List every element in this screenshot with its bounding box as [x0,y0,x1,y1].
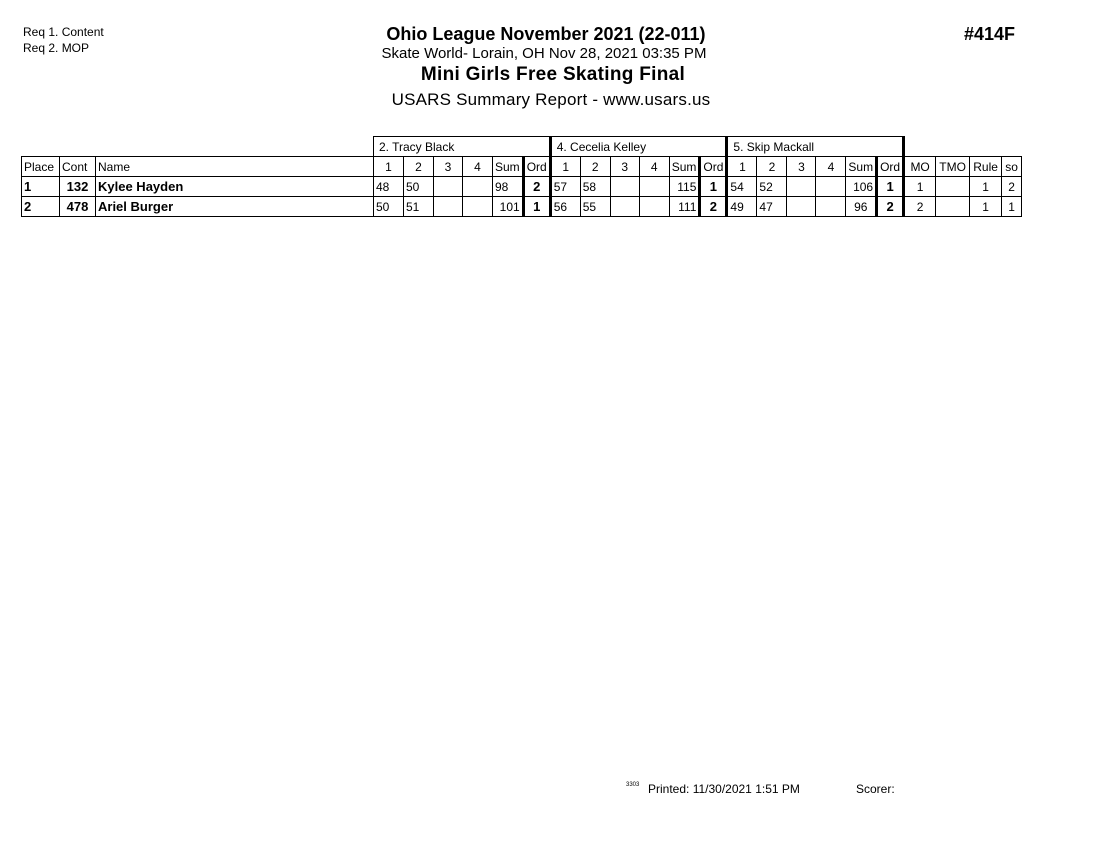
j1-score-4 [463,197,493,217]
j1-score-2: 50 [404,177,434,197]
j3-sum: 106 [846,177,877,197]
column-header-row [22,157,1022,177]
table-row [22,177,1022,197]
col-j3-s2: 2 [757,157,787,177]
judge-2-name: 4. Cecelia Kelley [550,137,727,157]
j3-score-2: 52 [757,177,787,197]
col-name: Name [96,157,374,177]
judge-3-name: 5. Skip Mackall [727,137,904,157]
j2-score-4 [639,177,669,197]
col-cont: Cont [60,157,96,177]
event-name: Mini Girls Free Skating Final [420,64,686,85]
tmo-cell [936,177,970,197]
j1-score-1: 50 [374,197,404,217]
printed-timestamp: Printed: 11/30/2021 1:51 PM [648,782,800,796]
col-j2-s1: 1 [550,157,580,177]
col-mo: MO [904,157,936,177]
col-j1-s2: 2 [404,157,434,177]
j3-sum: 96 [846,197,877,217]
report-name: USARS Summary Report - www.usars.us [391,90,711,109]
j2-score-4 [639,197,669,217]
rule-cell: 1 [970,177,1002,197]
col-tmo: TMO [936,157,970,177]
j3-score-1: 54 [727,177,757,197]
j3-score-4 [816,197,846,217]
judge-row [22,137,1022,157]
footer-code: 3303 [626,782,640,788]
col-j2-s4: 4 [639,157,669,177]
j2-sum: 111 [669,197,700,217]
req-2: Req 2. MOP [23,41,90,55]
j2-score-1: 57 [550,177,580,197]
meet-title: Ohio League November 2021 (22-011) [386,24,706,44]
skater-name: Ariel Burger [96,197,374,217]
j1-score-1: 48 [374,177,404,197]
col-j3-s3: 3 [787,157,816,177]
j3-ord: 2 [877,197,904,217]
j1-score-2: 51 [404,197,434,217]
j1-score-3 [434,197,463,217]
col-j2-sum: Sum [669,157,700,177]
summary-table [21,136,1022,217]
j1-sum: 98 [493,177,524,197]
scorer-label: Scorer: [856,782,895,796]
col-j1-sum: Sum [493,157,524,177]
j2-ord: 2 [700,197,727,217]
mo-cell: 2 [904,197,936,217]
col-j1-s4: 4 [463,157,493,177]
j2-score-3 [610,177,639,197]
j2-score-2: 55 [580,197,610,217]
j1-score-4 [463,177,493,197]
col-j3-s1: 1 [727,157,757,177]
so-cell: 1 [1002,197,1022,217]
col-j3-s4: 4 [816,157,846,177]
j1-ord: 2 [523,177,550,197]
col-j2-s3: 3 [610,157,639,177]
skater-name: Kylee Hayden [96,177,374,197]
col-j3-ord: Ord [877,157,904,177]
j3-ord: 1 [877,177,904,197]
judge-1-name: 2. Tracy Black [374,137,551,157]
j1-sum: 101 [493,197,524,217]
col-j1-ord: Ord [523,157,550,177]
j2-ord: 1 [700,177,727,197]
col-place: Place [22,157,60,177]
col-j3-sum: Sum [846,157,877,177]
j3-score-3 [787,197,816,217]
j3-score-3 [787,177,816,197]
venue-line: Skate World- Lorain, OH Nov 28, 2021 03:35 PM [381,45,707,62]
col-j1-s3: 3 [434,157,463,177]
cont-cell: 478 [60,197,96,217]
j2-score-1: 56 [550,197,580,217]
j3-score-2: 47 [757,197,787,217]
mo-cell: 1 [904,177,936,197]
col-j1-s1: 1 [374,157,404,177]
j2-score-3 [610,197,639,217]
rule-cell: 1 [970,197,1002,217]
col-so: so [1002,157,1022,177]
place-cell: 2 [22,197,60,217]
j1-score-3 [434,177,463,197]
col-j2-ord: Ord [700,157,727,177]
place-cell: 1 [22,177,60,197]
j2-score-2: 58 [580,177,610,197]
col-j2-s2: 2 [580,157,610,177]
req-1: Req 1. Content [23,25,104,39]
j3-score-4 [816,177,846,197]
so-cell: 2 [1002,177,1022,197]
event-number: #414F [964,24,1016,44]
j2-sum: 115 [669,177,700,197]
cont-cell: 132 [60,177,96,197]
table-row [22,197,1022,217]
j1-ord: 1 [523,197,550,217]
tmo-cell [936,197,970,217]
col-rule: Rule [970,157,1002,177]
j3-score-1: 49 [727,197,757,217]
